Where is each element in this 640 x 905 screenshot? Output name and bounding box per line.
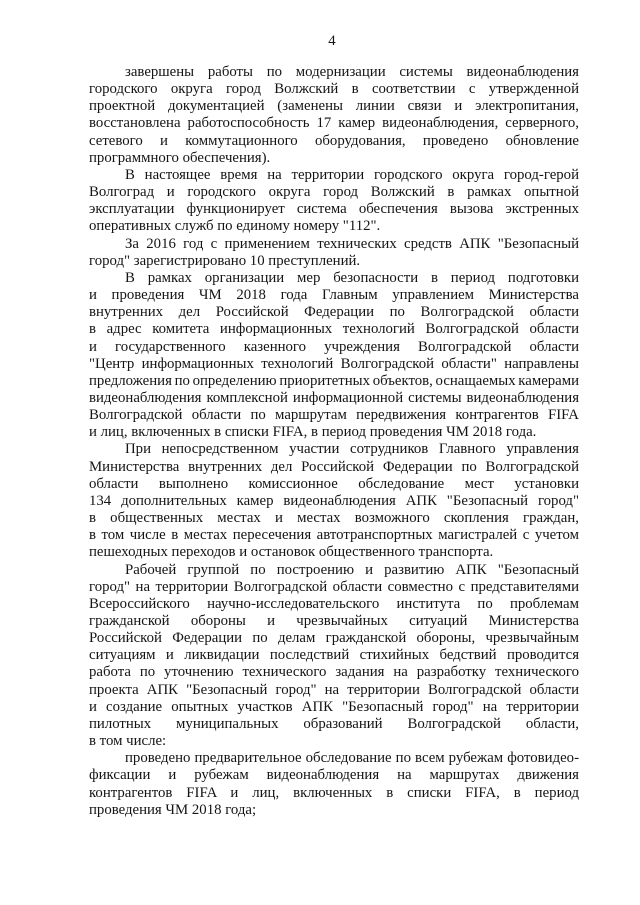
text-line: пешеходных переходов и остановок общественного транспорта.	[89, 544, 494, 561]
text-line: в общественных местах и местах возможного скопления граждан,	[89, 510, 579, 527]
text-line: программного обеспечения).	[89, 149, 271, 166]
text-line: При непосредственном участии сотрудников Главного управления	[125, 441, 579, 458]
paragraph-6	[89, 562, 579, 751]
text-line: завершены работы по модернизации системы видеонаблюдения	[125, 64, 579, 80]
text-line: восстановлена работоспособность 17 камер видеонаблюдения, серверного,	[89, 115, 579, 132]
text-line: и государственного казенного учреждения Волгоградской области	[89, 338, 579, 355]
text-line: фиксации и рубежам видеонаблюдения на маршрутах движения	[89, 767, 579, 784]
paragraph-3	[89, 236, 579, 270]
body-text	[89, 64, 579, 819]
text-line: и проведения ЧМ 2018 года Главным управлением Министерства	[89, 287, 579, 304]
text-line: пилотных муниципальных образований Волгоградской области,	[89, 715, 579, 732]
text-line: Российской Федерации по делам гражданской обороны, чрезвычайным	[89, 630, 579, 647]
text-line: в адрес комитета информационных технологий Волгоградской области	[89, 321, 579, 338]
text-line: Министерства внутренних дел Российской Федерации по Волгоградской	[89, 458, 579, 475]
paragraph-7	[89, 750, 579, 819]
text-line: проекта АПК "Безопасный город" на территории Волгоградской области	[89, 681, 579, 698]
text-line: области выполнено комиссионное обследование мест установки	[89, 475, 579, 492]
text-line: В настоящее время на территории городского округа город-герой	[125, 166, 579, 183]
text-line: Всероссийского научно-исследовательского института по проблемам	[89, 595, 579, 612]
text-line: 134 дополнительных камер видеонаблюдения АПК "Безопасный город"	[89, 492, 579, 509]
text-line: контрагентов FIFA и лиц, включенных в списки FIFA, в период	[89, 784, 579, 801]
text-line: сетевого и коммутационного оборудования, проведено обновление	[89, 132, 579, 149]
paragraph-5	[89, 441, 579, 561]
text-line: В рамках организации мер безопасности в период подготовки	[125, 269, 579, 286]
text-line: в том числе в местах пересечения автотранспортных магистралей с учетом	[89, 527, 579, 544]
paragraph-2	[89, 167, 579, 236]
text-line: Волгоград и городского округа город Волжский в рамках опытной	[89, 184, 579, 201]
text-line: городского округа город Волжский в соответствии с утвержденной	[89, 81, 579, 98]
text-line: За 2016 год с применением технических средств АПК "Безопасный	[125, 235, 579, 252]
text-line: Рабочей группой по построению и развитию АПК "Безопасный	[125, 561, 579, 578]
text-line: Волгоградской области по маршрутам передвижения контрагентов FIFA	[89, 407, 579, 424]
paragraph-4	[89, 270, 579, 442]
text-line: проектной документацией (заменены линии связи и электропитания,	[89, 98, 579, 115]
text-line: проведения ЧМ 2018 года;	[89, 801, 257, 818]
text-line: оперативных служб по единому номеру "112".	[89, 218, 381, 235]
text-line: город" на территории Волгоградской области совместно с представителями	[89, 578, 579, 595]
text-line: в том числе:	[89, 733, 167, 750]
text-line: внутренних дел Российской Федерации по Волгоградской области	[89, 304, 579, 321]
text-line: предложения по определению приоритетных объектов, оснащаемых камерами	[89, 372, 580, 389]
text-line: и создание опытных участков АПК "Безопасный город" на территории	[89, 698, 579, 715]
text-line: город" зарегистрировано 10 преступлений.	[89, 252, 361, 269]
text-line: видеонаблюдения комплексной информационной системы видеонаблюдения	[89, 389, 579, 406]
text-line: и лиц, включенных в списки FIFA, в период проведения ЧМ 2018 года.	[89, 424, 537, 441]
text-line: проведено предварительное обследование по всем рубежам фотовидео-	[125, 750, 579, 767]
page-number: 4	[328, 33, 336, 49]
text-line: "Центр информационных технологий Волгоградской области" направлены	[89, 355, 579, 372]
paragraph-1	[89, 64, 579, 167]
text-line: работа по уточнению технического задания на разработку технического	[89, 664, 579, 681]
text-line: ситуациям и ликвидации последствий стихийных бедствий проводится	[89, 647, 579, 664]
text-line: эксплуатации функционирует система обеспечения вызова экстренных	[89, 201, 579, 218]
text-line: гражданской обороны и чрезвычайных ситуаций Министерства	[89, 613, 579, 629]
